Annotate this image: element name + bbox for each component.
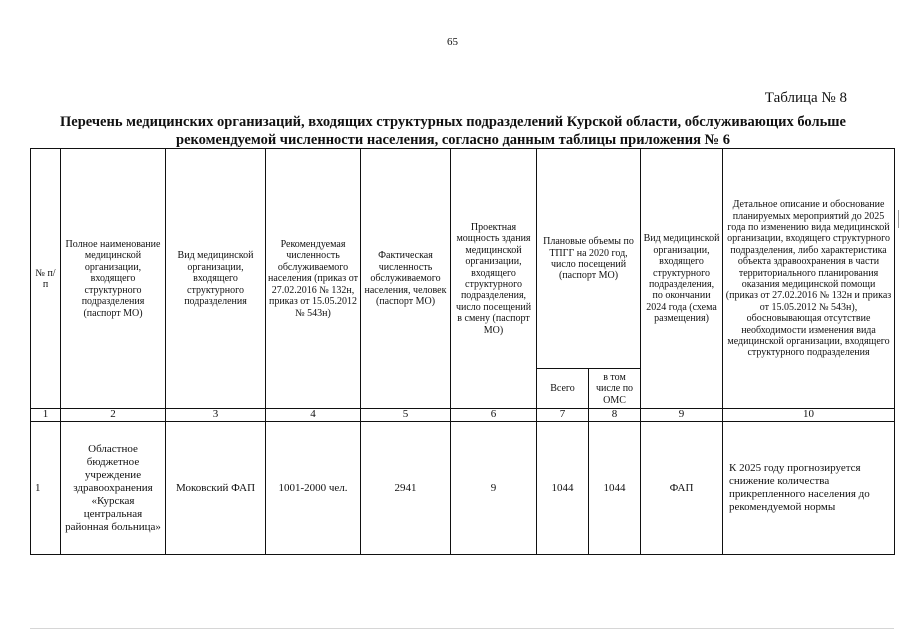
table-caption: Таблица № 8 — [764, 90, 847, 106]
row-num: 1 — [31, 422, 61, 555]
header-planned-volumes: Плановые объемы по ТПГГ на 2020 год, число посещений (паспорт МО) — [537, 149, 641, 369]
scan-edge-mark — [898, 210, 902, 228]
row-org-name: Областное бюджетное учреждение здравоохранения «Курская центральная районная больница» — [61, 422, 166, 555]
header-num: № п/п — [31, 149, 61, 409]
column-number-row — [31, 409, 895, 422]
document-title-line-1: Перечень медицинских организаций, входящих структурных подразделений Курской области, обслуживающих больше — [60, 114, 846, 130]
row-oms: 1044 — [589, 422, 641, 555]
column-number: 7 — [537, 409, 589, 422]
row-recommended: 1001-2000 чел. — [266, 422, 361, 555]
header-description: Детальное описание и обоснование планируемых мероприятий до 2025 года по изменению вида медицинской организации, входящего структурного подразделения, либо характеристика объекта здравоохранения в части территориального планирования оказания медицинской помощи (приказ от 27.02.2016 № 132н и приказ от 15.05.2012 № 543н), обосновывающая отсутствие необходимости изменения вида медицинской организации, входящего структурного подразделения — [723, 149, 895, 409]
row-description: К 2025 году прогнозируется снижение количества прикрепленного населения до рекомендуемой нормы — [723, 422, 895, 555]
header-recommended: Рекомендуемая численность обслуживаемого населения (приказ от 27.02.2016 № 132н, приказ от 15.05.2012 № 543н) — [266, 149, 361, 409]
row-capacity: 9 — [451, 422, 537, 555]
column-number: 5 — [361, 409, 451, 422]
row-total: 1044 — [537, 422, 589, 555]
header-oms: в том числе по ОМС — [589, 369, 641, 409]
header-org-type: Вид медицинской организации, входящего структурного подразделения — [166, 149, 266, 409]
document-title-line-2: рекомендуемой численности населения, согласно данным таблицы приложения № 6 — [176, 132, 730, 148]
header-org-name: Полное наименование медицинской организации, входящего структурного подразделения (паспорт МО) — [61, 149, 166, 409]
header-type-2024: Вид медицинской организации, входящего структурного подразделения, по окончании 2024 года (схема размещения) — [641, 149, 723, 409]
column-number: 1 — [31, 409, 61, 422]
organizations-table — [30, 148, 895, 555]
header-total: Всего — [537, 369, 589, 409]
row-actual: 2941 — [361, 422, 451, 555]
scan-bottom-edge — [30, 628, 894, 629]
table-row — [31, 422, 895, 555]
column-number: 9 — [641, 409, 723, 422]
column-number: 6 — [451, 409, 537, 422]
row-org-type: Моковский ФАП — [166, 422, 266, 555]
page-number: 65 — [447, 36, 458, 48]
column-number: 2 — [61, 409, 166, 422]
header-actual: Фактическая численность обслуживаемого населения, человек (паспорт МО) — [361, 149, 451, 409]
row-type-2024: ФАП — [641, 422, 723, 555]
document-title — [28, 113, 878, 149]
column-number: 10 — [723, 409, 895, 422]
column-number: 3 — [166, 409, 266, 422]
column-number: 8 — [589, 409, 641, 422]
column-number: 4 — [266, 409, 361, 422]
header-capacity: Проектная мощность здания медицинской организации, входящего структурного подразделения, число посещений в смену (паспорт МО) — [451, 149, 537, 409]
